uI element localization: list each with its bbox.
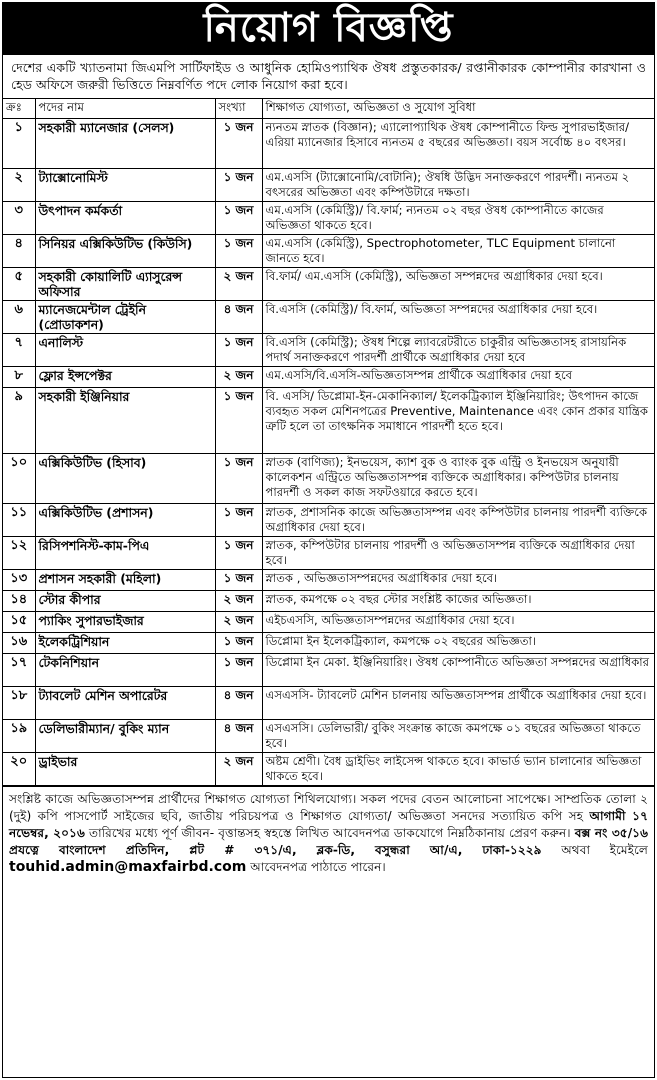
table-row bbox=[3, 202, 654, 235]
row-vacancy-count: ১ জন bbox=[215, 570, 262, 591]
row-vacancy-count: ২ জন bbox=[215, 612, 262, 633]
row-serial: ৩ bbox=[3, 202, 35, 235]
row-serial: ১ bbox=[3, 119, 35, 169]
row-post-name: সহকারী কোয়ালিটি এ্যাসুরেন্স অফিসার bbox=[35, 268, 215, 301]
row-vacancy-count: ৪ জন bbox=[215, 301, 262, 334]
table-row bbox=[3, 367, 654, 388]
row-serial: ৬ bbox=[3, 301, 35, 334]
ad-title: নিয়োগ বিজ্ঞপ্তি bbox=[3, 3, 654, 55]
row-requirement: স্নাতক, প্রশাসনিক কাজে অভিজ্ঞতাসম্পন্ন এবং কম্পিউটার চালনায় পারদর্শী ব্যক্তিকে অগ্রাধিকার দেয়া হবে। bbox=[262, 504, 654, 537]
row-vacancy-count: ৪ জন bbox=[215, 687, 262, 720]
row-post-name: স্টোর কীপার bbox=[35, 591, 215, 612]
table-row bbox=[3, 654, 654, 687]
table-row bbox=[3, 119, 654, 169]
table-row bbox=[3, 235, 654, 268]
table-row bbox=[3, 301, 654, 334]
row-vacancy-count: ১ জন bbox=[215, 388, 262, 454]
row-vacancy-count: ৪ জন bbox=[215, 720, 262, 753]
row-requirement: এম.এসসি (কেমিস্ট্রি)/ বি.ফার্ম; ন্যনতম ০২ বছর ঔষধ কোম্পানীতে কাজের অভিজ্ঞতা থাকতে হবে। bbox=[262, 202, 654, 235]
row-post-name: সহকারী ইঞ্জিনিয়ার bbox=[35, 388, 215, 454]
header-post: পদের নাম bbox=[35, 99, 215, 119]
table-row bbox=[3, 268, 654, 301]
row-post-name: সহকারী ম্যানেজার (সেলস) bbox=[35, 119, 215, 169]
table-row bbox=[3, 454, 654, 504]
table-row bbox=[3, 687, 654, 720]
row-vacancy-count: ১ জন bbox=[215, 654, 262, 687]
row-serial: ১৬ bbox=[3, 633, 35, 654]
row-requirement: এসএসসি- ট্যাবলেট মেশিন চালনায় অভিজ্ঞতাসম্পন্ন প্রার্থীকে অগ্রাধিকার দেয়া হবে। bbox=[262, 687, 654, 720]
row-requirement: এম.এসসি/বি.এসসি-অভিজ্ঞতাসম্পন্ন প্রার্থীকে অগ্রাধিকার দেয়া হবে bbox=[262, 367, 654, 388]
row-post-name: ডেলিভারীম্যান/ বুকিং ম্যান bbox=[35, 720, 215, 753]
row-post-name: সিনিয়র এক্সিকিউটিভ (কিউসি) bbox=[35, 235, 215, 268]
row-serial: ১৫ bbox=[3, 612, 35, 633]
table-row bbox=[3, 570, 654, 591]
table-header-row bbox=[3, 99, 654, 119]
table-row bbox=[3, 388, 654, 454]
row-requirement: এম.এসসি (কেমিস্ট্রি), Spectrophotometer, TLC Equipment চালানো জানতে হবে। bbox=[262, 235, 654, 268]
table-row bbox=[3, 591, 654, 612]
row-requirement: স্নাতক, কমপক্ষে ০২ বছর স্টোর সংশ্লিষ্ট কাজের অভিজ্ঞতা। bbox=[262, 591, 654, 612]
row-requirement: ডিপ্লোমা ইন ইলেকট্রিক্যাল, কমপক্ষে ০২ বছরের অভিজ্ঞতা। bbox=[262, 633, 654, 654]
row-serial: ১০ bbox=[3, 454, 35, 504]
table-row bbox=[3, 169, 654, 202]
row-requirement: স্নাতক, কম্পিউটার চালনায় পারদর্শী ও অভিজ্ঞতাসম্পন্ন ব্যক্তিকে অগ্রাধিকার দেয়া হবে। bbox=[262, 537, 654, 570]
footer-text-3: অথবা ইমেইলে bbox=[561, 843, 648, 857]
row-serial: ১১ bbox=[3, 504, 35, 537]
table-row bbox=[3, 612, 654, 633]
job-advertisement bbox=[2, 2, 655, 1078]
footer-text-1: সংশ্লিষ্ট কাজে অভিজ্ঞতাসম্পন্ন প্রার্থীদের শিক্ষাগত যোগ্যতা শিথিলযোগ্য। সকল পদের বেতন আলোচনা সাপেক্ষে। সাম্প্রতিক তোলা ২ (দুই) কপি পাসপোর্ট সাইজের ছবি, জাতীয় পরিচয়পত্র ও শিক্ষাগত যোগ্যতা/ অভিজ্ঞতা সনদের সত্যায়িত কপি সহ bbox=[9, 792, 648, 823]
table-row bbox=[3, 334, 654, 367]
row-vacancy-count: ১ জন bbox=[215, 454, 262, 504]
row-serial: ৭ bbox=[3, 334, 35, 367]
footer-text-4: আবেদনপত্র পাঠাতে পারেন। bbox=[250, 860, 386, 874]
row-serial: ১৪ bbox=[3, 591, 35, 612]
row-vacancy-count: ১ জন bbox=[215, 202, 262, 235]
table-row bbox=[3, 720, 654, 753]
row-requirement: স্নাতক , অভিজ্ঞতাসম্পন্নদের অগ্রাধিকার দেয়া হবে। bbox=[262, 570, 654, 591]
table-row bbox=[3, 633, 654, 654]
row-post-name: ম্যানেজমেন্টাল ট্রেইনি (প্রোডাকশন) bbox=[35, 301, 215, 334]
row-vacancy-count: ২ জন bbox=[215, 591, 262, 612]
row-serial: ৫ bbox=[3, 268, 35, 301]
row-post-name: ড্রাইভার bbox=[35, 753, 215, 786]
row-serial: ৯ bbox=[3, 388, 35, 454]
row-post-name: ট্যাক্সোনোমিস্ট bbox=[35, 169, 215, 202]
row-serial: ২০ bbox=[3, 753, 35, 786]
row-serial: ১৭ bbox=[3, 654, 35, 687]
row-post-name: প্রশাসন সহকারী (মহিলা) bbox=[35, 570, 215, 591]
header-sl: ক্রঃ bbox=[3, 99, 35, 119]
row-serial: ১৯ bbox=[3, 720, 35, 753]
footer-instructions bbox=[3, 786, 654, 876]
row-requirement: এইচএসসি, অভিজ্ঞতাসম্পন্নদের অগ্রাধিকার দেয়া হবে। bbox=[262, 612, 654, 633]
row-vacancy-count: ১ জন bbox=[215, 119, 262, 169]
row-serial: ১৮ bbox=[3, 687, 35, 720]
intro-text: দেশের একটি খ্যাতনামা জিএমপি সার্টিফাইড ও আধুনিক হোমিওপ্যাথিক ঔষধ প্রস্তুতকারক/ রপ্তানীকারক কোম্পানীর কারখানা ও হেড অফিসে জরুরী ভিত্তিতে নিম্নবর্ণিত পদে লোক নিয়োগ করা হবে। bbox=[11, 60, 646, 92]
row-vacancy-count: ২ জন bbox=[215, 367, 262, 388]
intro-paragraph bbox=[3, 55, 654, 99]
row-serial: ১৩ bbox=[3, 570, 35, 591]
row-requirement: ডিপ্লোমা ইন মেকা. ইঞ্জিনিয়ারিং। ঔষধ কোম্পানীতে অভিজ্ঞতা সম্পন্নদের অগ্রাধিকার bbox=[262, 654, 654, 687]
row-requirement: বি. এসসি/ ডিপ্লোমা-ইন-মেকানিক্যাল/ ইলেকট্রিক্যাল ইঞ্জিনিয়ারিং; উৎপাদন কাজে ব্যবহৃত সকল মেশিনপত্রের Preventive, Maintenance এবং কোন প্রকার যান্ত্রিক ত্রুটি হলে তা তাৎক্ষনিক সমাধানে পারদর্শী হতে হবে। bbox=[262, 388, 654, 454]
row-vacancy-count: ১ জন bbox=[215, 504, 262, 537]
row-serial: ২ bbox=[3, 169, 35, 202]
row-vacancy-count: ২ জন bbox=[215, 753, 262, 786]
table-row bbox=[3, 537, 654, 570]
row-post-name: ট্যাবলেট মেশিন অপারেটর bbox=[35, 687, 215, 720]
row-post-name: এক্সিকিউটিভ (প্রশাসন) bbox=[35, 504, 215, 537]
vacancy-table bbox=[3, 99, 654, 786]
row-requirement: এম.এসসি (ট্যাক্সোনোমি/বোটানি); ঔষধি উদ্ভিদ সনাক্তকরণে পারদর্শী। ন্যনতম ২ বৎসরের অভিজ্ঞতা এবং কম্পিউটারে দক্ষতা। bbox=[262, 169, 654, 202]
email-address: touhid.admin@maxfairbd.com bbox=[9, 859, 247, 875]
row-serial: ৮ bbox=[3, 367, 35, 388]
row-requirement: বি.এসসি (কেমিস্ট্রি); ঔষধ শিল্পে ল্যাবরেটরীতে চাকুরীর অভিজ্ঞতাসহ রাসায়নিক পদার্থ সনাক্তকরণে পারদর্শী প্রার্থীকে অগ্রাধিকার দেয়া হবে bbox=[262, 334, 654, 367]
row-vacancy-count: ২ জন bbox=[215, 268, 262, 301]
row-post-name: এনালিস্ট bbox=[35, 334, 215, 367]
row-vacancy-count: ১ জন bbox=[215, 537, 262, 570]
row-post-name: প্যাকিং সুপারভাইজার bbox=[35, 612, 215, 633]
row-requirement: ন্যনতম স্নাতক (বিজ্ঞান); এ্যালোপ্যাথিক ঔষধ কোম্পানীতে ফিল্ড সুপারভাইজার/ এরিয়া ম্যানেজার হিসাবে ন্যনতম ৫ বছরের অভিজ্ঞতা। বয়স সর্বোচ্চ ৪০ বৎসর। bbox=[262, 119, 654, 169]
row-post-name: ফ্লোর ইন্সপেক্টর bbox=[35, 367, 215, 388]
row-requirement: বি.এসসি (কেমিস্ট্রি)/ বি.ফার্ম, অভিজ্ঞতা সম্পন্নদের অগ্রাধিকার দেয়া হবে। bbox=[262, 301, 654, 334]
row-serial: ৪ bbox=[3, 235, 35, 268]
row-post-name: ইলেকট্রিশিয়ান bbox=[35, 633, 215, 654]
row-requirement: এসএসসি। ডেলিভারী/ বুকিং সংক্রান্ত কাজে কমপক্ষে ০১ বছরের অভিজ্ঞতা থাকতে হবে। bbox=[262, 720, 654, 753]
row-requirement: স্নাতক (বাণিজ্য); ইনভয়েস, ক্যাশ বুক ও ব্যাংক বুক এন্ট্রি ও ইনভয়েস অনুযায়ী কালেকশন এন্ট্রিতে অভিজ্ঞতাসম্পন্ন ব্যক্তিকে অগ্রাধিকার। কম্পিউটার চালনায় পারদর্শী ও সকল কাজ সফটওয়ারে করতে হবে। bbox=[262, 454, 654, 504]
row-post-name: রিসিপশনিস্ট-কাম-পিএ bbox=[35, 537, 215, 570]
row-vacancy-count: ১ জন bbox=[215, 235, 262, 268]
row-post-name: এক্সিকিউটিভ (হিসাব) bbox=[35, 454, 215, 504]
header-requirement: শিক্ষাগত যোগ্যতা, অভিজ্ঞতা ও সুযোগ সুবিধা bbox=[262, 99, 654, 119]
row-vacancy-count: ১ জন bbox=[215, 334, 262, 367]
footer-text-2: তারিখের মধ্যে পূর্ণ জীবন- বৃত্তান্তসহ স্বহস্তে লিখিত আবেদনপত্র ডাকযোগে নিম্নঠিকানায় প্রেরণ করুন। bbox=[88, 826, 571, 840]
table-row bbox=[3, 504, 654, 537]
row-vacancy-count: ১ জন bbox=[215, 169, 262, 202]
table-row bbox=[3, 753, 654, 786]
row-post-name: টেকনিশিয়ান bbox=[35, 654, 215, 687]
row-serial: ১২ bbox=[3, 537, 35, 570]
row-post-name: উৎপাদন কর্মকর্তা bbox=[35, 202, 215, 235]
header-count: সংখ্যা bbox=[215, 99, 262, 119]
application-deadline: আগামী ১৭ নভেম্বর, ২০১৬ bbox=[9, 809, 649, 840]
mailing-address: বক্স নং ৩৫/১৬ প্রযত্নে বাংলাদেশ প্রতিদিন, প্লট # ৩৭১/এ, ব্লক-ডি, বসুন্ধরা আ/এ, ঢাকা-১২২৯ bbox=[9, 826, 648, 857]
row-vacancy-count: ১ জন bbox=[215, 633, 262, 654]
row-requirement: বি.ফার্ম/ এম.এসসি (কেমিস্ট্রি), অভিজ্ঞতা সম্পন্নদের অগ্রাধিকার দেয়া হবে। bbox=[262, 268, 654, 301]
row-requirement: অষ্টম শ্রেণী। বৈধ ড্রাইভিং লাইসেন্স থাকতে হবে। কাভার্ড ভ্যান চালানোর অভিজ্ঞতা থাকতে হবে। bbox=[262, 753, 654, 786]
